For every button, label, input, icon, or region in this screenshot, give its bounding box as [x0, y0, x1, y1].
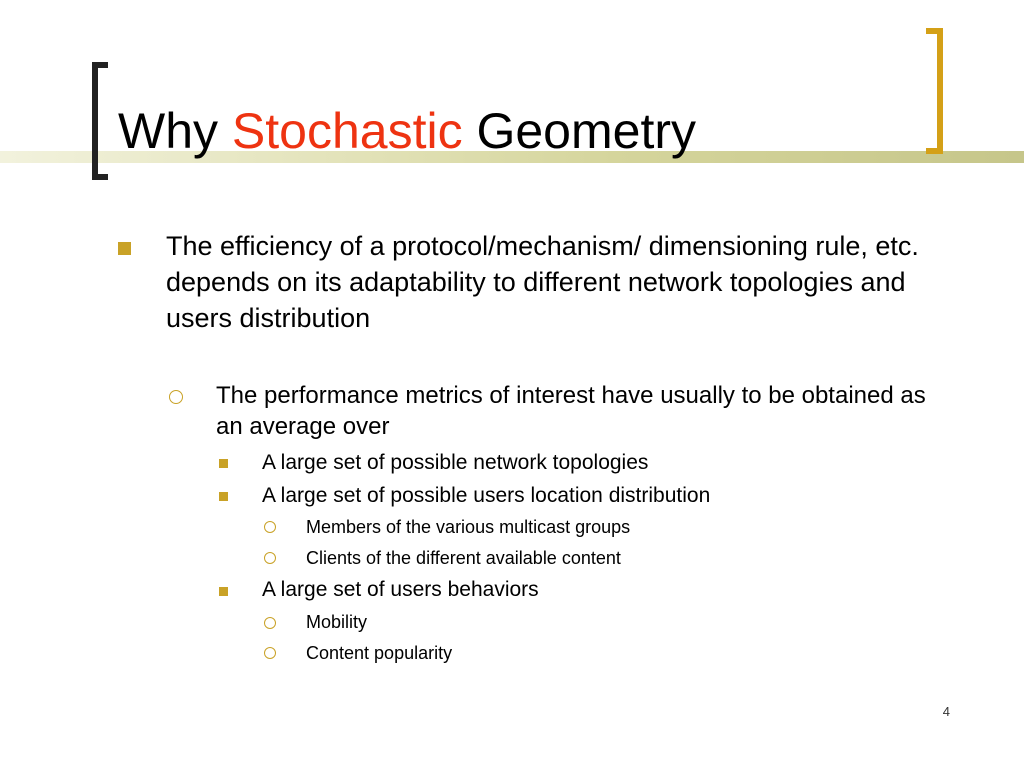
- square-bullet-icon: [219, 492, 228, 501]
- bullet-level4-clients: Clients of the different available content: [306, 548, 621, 568]
- bullet-level3-behaviors: A large set of users behaviors: [262, 578, 539, 601]
- bullet-level3-topologies: A large set of possible network topologies: [262, 451, 649, 474]
- page-number: 4: [942, 704, 950, 719]
- bullet-level1: The efficiency of a protocol/mechanism/ dimensioning rule, etc. depends on its adaptability to different network topologies and users distribution: [166, 231, 919, 333]
- left-bracket-decoration: [92, 62, 108, 180]
- title-accent: Stochastic: [231, 103, 463, 159]
- square-bullet-icon: [219, 587, 228, 596]
- bullet-level4-popularity: Content popularity: [306, 643, 453, 663]
- bullet-level2: The performance metrics of interest have usually to be obtained as an average over: [216, 382, 926, 440]
- circle-bullet-icon: [169, 390, 183, 404]
- circle-bullet-icon: [264, 521, 276, 533]
- circle-bullet-icon: [264, 617, 276, 629]
- bullet-level4-mobility: Mobility: [306, 612, 368, 632]
- title-prefix: Why: [118, 103, 218, 159]
- circle-bullet-icon: [264, 647, 276, 659]
- circle-bullet-icon: [264, 552, 276, 564]
- bullet-level3-location: A large set of possible users location distribution: [262, 484, 711, 507]
- slide-title: [118, 100, 696, 162]
- square-bullet-icon: [219, 459, 228, 468]
- title-suffix: Geometry: [476, 103, 696, 159]
- right-bracket-decoration: [926, 28, 943, 154]
- square-bullet-icon: [118, 242, 131, 255]
- bullet-level4-multicast: Members of the various multicast groups: [306, 517, 631, 537]
